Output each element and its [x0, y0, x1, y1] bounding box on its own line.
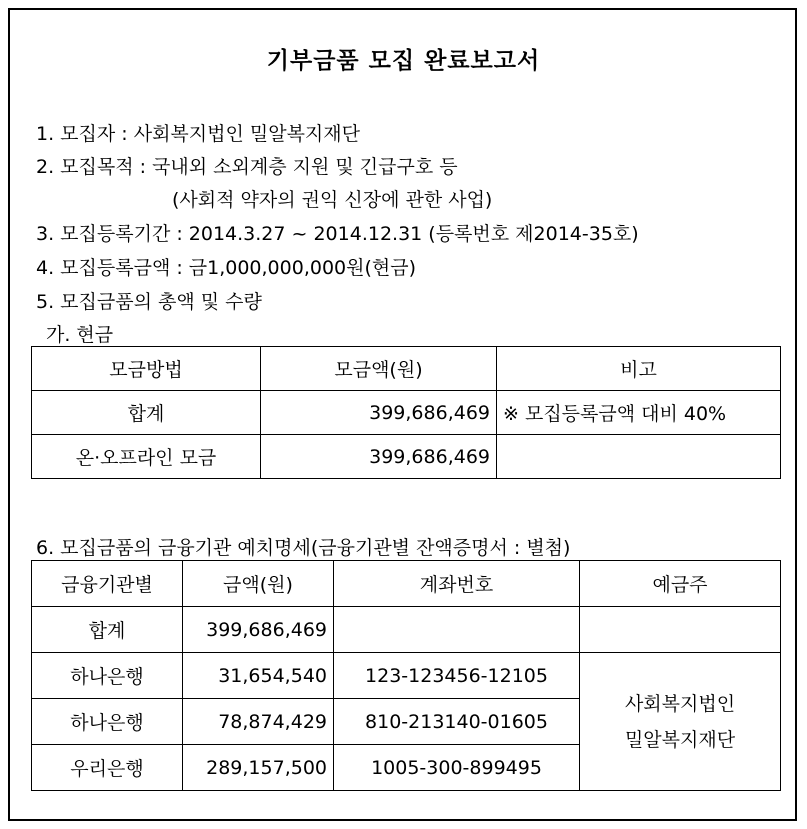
account-cell: 123-123456-12105	[334, 653, 580, 699]
header-cell: 금융기관별	[32, 561, 183, 607]
holder-line: 사회복지법인	[624, 692, 736, 715]
table-row	[32, 435, 781, 479]
item-registered-amount: 4. 모집등록금액 : 금1,000,000,000원(현금)	[36, 257, 417, 279]
amount-cell: 399,686,469	[261, 435, 497, 479]
bank-table	[31, 560, 781, 791]
account-cell: 1005-300-899495	[334, 745, 580, 791]
table-row	[32, 391, 781, 435]
method-cell: 합계	[32, 391, 261, 435]
item-organizer: 1. 모집자 : 사회복지법인 밀알복지재단	[36, 123, 360, 145]
bank-cell: 하나은행	[32, 699, 183, 745]
item-period: 3. 모집등록기간 : 2014.3.27 ~ 2014.12.31 (등록번호 제2014-35호)	[36, 223, 639, 245]
bank-cell: 하나은행	[32, 653, 183, 699]
bank-cell: 합계	[32, 607, 183, 653]
header-cell: 예금주	[580, 561, 781, 607]
note-cell	[497, 435, 781, 479]
note-cell: ※ 모집등록금액 대비 40%	[497, 391, 781, 435]
amount-cell: 31,654,540	[183, 653, 334, 699]
header-cell: 비고	[497, 347, 781, 391]
holder-cell	[580, 607, 781, 653]
item-purpose-detail: (사회적 약자의 권익 신장에 관한 사업)	[172, 189, 493, 211]
account-cell	[334, 607, 580, 653]
document-title: 기부금품 모집 완료보고서	[266, 48, 541, 74]
table-header-row	[32, 347, 781, 391]
item-total-heading: 5. 모집금품의 총액 및 수량	[36, 291, 262, 313]
header-cell: 모금방법	[32, 347, 261, 391]
account-holder-cell	[580, 653, 781, 791]
header-cell: 계좌번호	[334, 561, 580, 607]
method-cell: 온·오프라인 모금	[32, 435, 261, 479]
table-row	[32, 607, 781, 653]
header-cell: 금액(원)	[183, 561, 334, 607]
amount-cell: 78,874,429	[183, 699, 334, 745]
bank-cell: 우리은행	[32, 745, 183, 791]
table-header-row	[32, 561, 781, 607]
header-cell: 모금액(원)	[261, 347, 497, 391]
cash-table	[31, 346, 781, 479]
item-purpose: 2. 모집목적 : 국내외 소외계층 지원 및 긴급구호 등	[36, 156, 458, 178]
holder-line: 밀알복지재단	[624, 728, 736, 751]
item-cash-subheading: 가. 현금	[46, 324, 114, 346]
amount-cell: 399,686,469	[183, 607, 334, 653]
amount-cell: 289,157,500	[183, 745, 334, 791]
item-deposit-heading: 6. 모집금품의 금융기관 예치명세(금융기관별 잔액증명서 : 별첨)	[36, 537, 571, 559]
account-cell: 810-213140-01605	[334, 699, 580, 745]
table-row	[32, 653, 781, 699]
amount-cell: 399,686,469	[261, 391, 497, 435]
